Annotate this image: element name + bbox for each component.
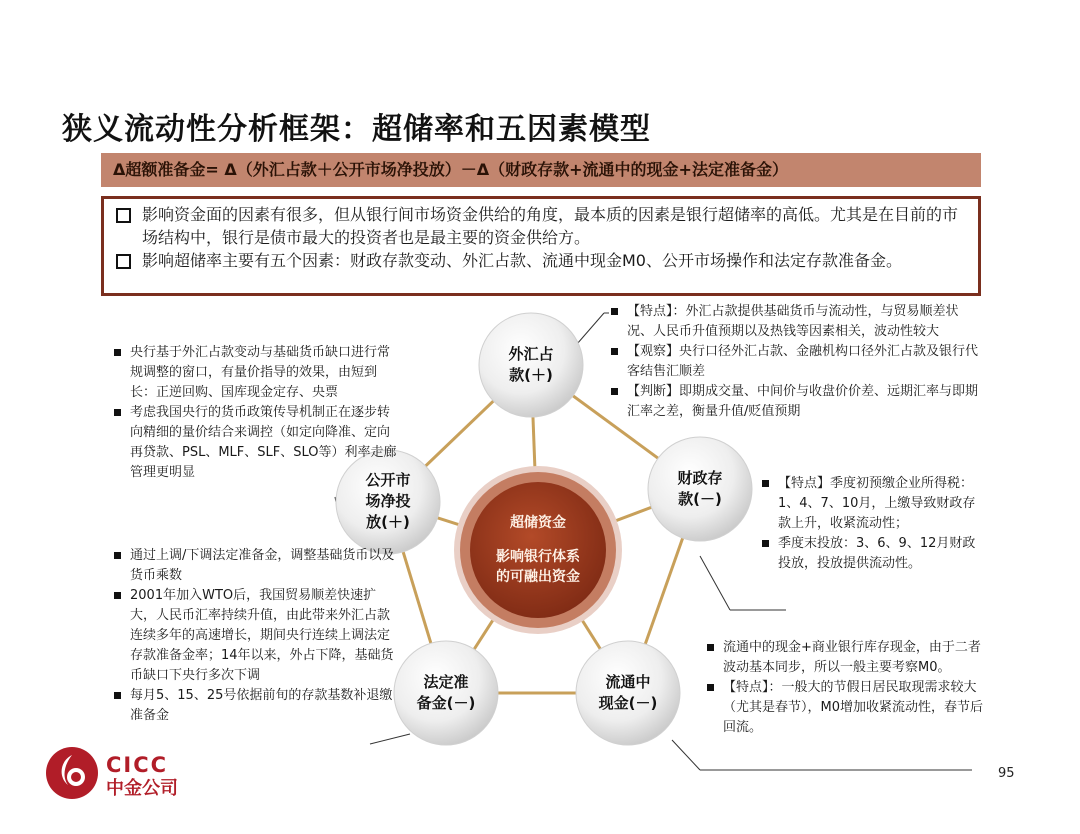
callout-line-fiscal — [700, 556, 730, 610]
note-item: 【观察】央行口径外汇占款、金融机构口径外汇占款及银行代客结售汇顺差 — [609, 342, 981, 382]
node-rrr-label — [406, 672, 486, 714]
logo-text-cn: 中金公司 — [106, 778, 178, 799]
center-desc-line1: 影响银行体系 — [496, 549, 580, 565]
note-item: 【特点】：一般大的节假日居民取现需求较大（尤其是春节），M0增加收紧流动性，春节后回流。 — [705, 678, 983, 738]
node-omo-line3: 放(＋) — [366, 513, 410, 531]
note-item: 流通中的现金+商业银行库存现金，由于二者波动基本同步，所以一般主要考察M0。 — [705, 638, 983, 678]
node-fx-line1: 外汇占 — [508, 345, 554, 363]
summary-text: 影响超储率主要有五个因素：财政存款变动、外汇占款、流通中现金M0、公开市场操作和法定存款准备金。 — [142, 251, 902, 270]
logo-text — [106, 754, 178, 800]
note-item: 2001年加入WTO后，我国贸易顺差快速扩大，人民币汇率持续升值，由此带来外汇占款连续多年的高速增长，期间央行连续上调法定存款准备金率；14年以来，外占下降，基础货币缺口下央行多次下调 — [112, 586, 400, 686]
node-fiscal-line2: 款(－) — [678, 490, 722, 508]
note-item: 季度末投放：3、6、9、12月财政投放，投放提供流动性。 — [760, 534, 982, 574]
notes-cash — [705, 638, 983, 738]
node-fiscal-line1: 财政存 — [677, 469, 723, 487]
note-item: 通过上调/下调法定准备金，调整基础货币以及货币乘数 — [112, 546, 400, 586]
page-number: 95 — [998, 766, 1015, 781]
note-item: 【特点】季度初预缴企业所得税：1、4、7、10月，上缴导致财政存款上升，收紧流动性； — [760, 474, 982, 534]
note-item: 【判断】即期成交量、中间价与收盘价价差、远期汇率与即期汇率之差，衡量升值/贬值预期 — [609, 382, 981, 422]
node-fiscal-label — [660, 468, 740, 510]
center-label — [478, 513, 598, 587]
node-omo-line2: 场净投 — [365, 492, 411, 510]
center-title: 超储资金 — [510, 515, 566, 531]
node-rrr-line2: 备金(－) — [416, 694, 476, 712]
notes-fiscal — [760, 474, 982, 574]
note-item: 【特点】：外汇占款提供基础货币与流动性，与贸易顺差状况、人民币升值预期以及热钱等因素相关，波动性较大 — [609, 302, 981, 342]
page-title: 狭义流动性分析框架：超储率和五因素模型 — [62, 112, 651, 147]
node-cash-label — [588, 672, 668, 714]
callout-line-cash — [672, 740, 700, 770]
node-rrr-line1: 法定准 — [423, 673, 469, 691]
note-item: 央行基于外汇占款变动与基础货币缺口进行常规调整的窗口，有量价指导的效果，由短到长：正逆回购、国库现金定存、央票 — [112, 343, 402, 403]
node-cash-line2: 现金(－) — [598, 694, 658, 712]
notes-rrr — [112, 546, 400, 726]
center-desc-line2: 的可融出资金 — [496, 569, 580, 585]
summary-text: 影响资金面的因素有很多，但从银行间市场资金供给的角度，最本质的因素是银行超储率的高低。尤其是在目前的市场结构中，银行是债市最大的投资者也是最主要的资金供给方。 — [142, 205, 959, 247]
node-fx-label — [491, 344, 571, 386]
formula-bar: Δ超额准备金= Δ（外汇占款＋公开市场净投放）－Δ（财政存款+流通中的现金+法定准备金） — [101, 153, 981, 187]
cicc-logo-icon — [42, 743, 102, 803]
callout-line-rrr — [370, 734, 410, 744]
notes-fx — [609, 302, 981, 422]
callout-line-fx — [577, 313, 604, 344]
node-omo-line1: 公开市 — [365, 471, 411, 489]
notes-omo — [112, 343, 402, 483]
note-item: 每月5、15、25号依据前旬的存款基数补退缴准备金 — [112, 686, 400, 726]
note-item: 考虑我国央行的货币政策传导机制正在逐步转向精细的量价结合来调控（如定向降准、定向再贷款、PSL、MLF、SLF、SLO等）利率走廊管理更明显 — [112, 403, 402, 483]
logo-text-en: CICC — [106, 753, 169, 777]
node-fx-line2: 款(＋) — [509, 366, 553, 384]
node-cash-line1: 流通中 — [605, 673, 651, 691]
